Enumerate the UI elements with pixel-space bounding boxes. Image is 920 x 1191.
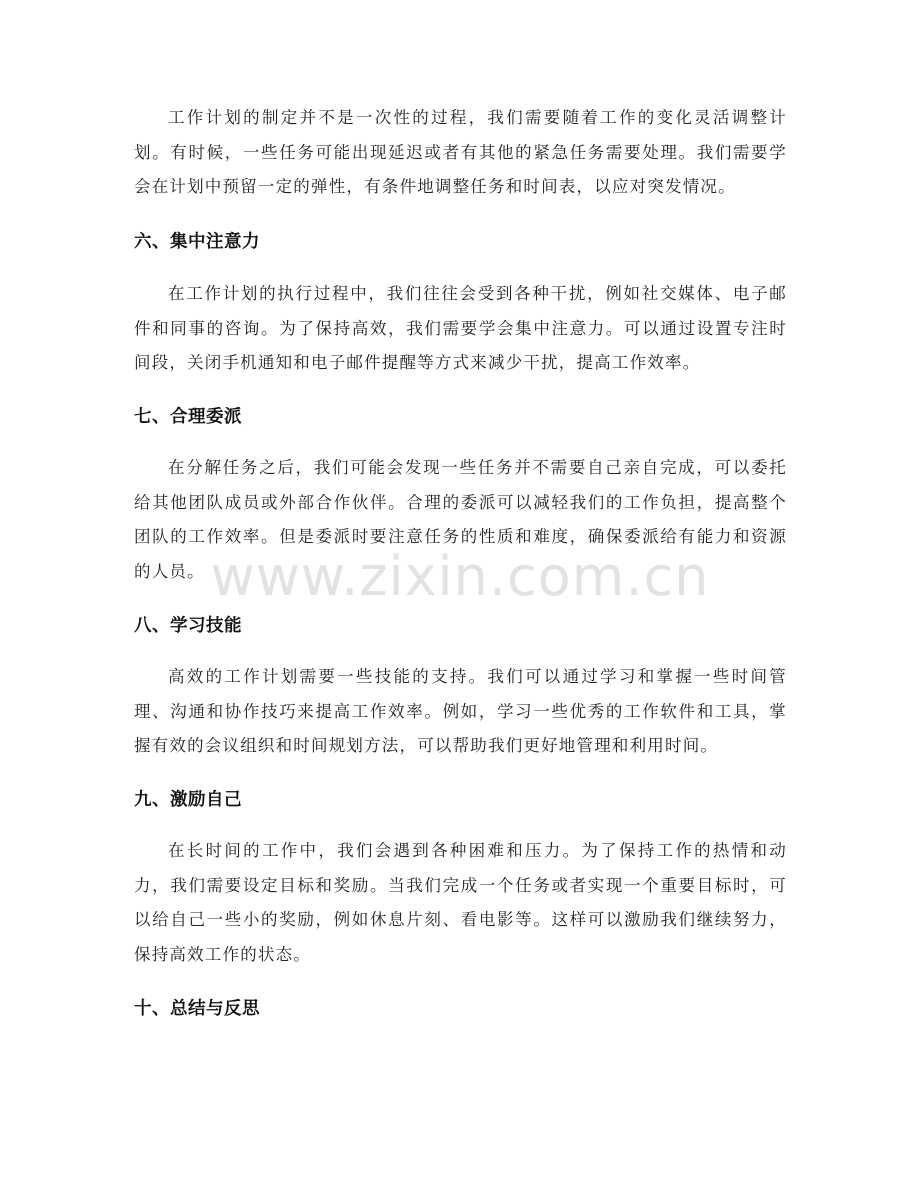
paragraph-plan-adjustment: 工作计划的制定并不是一次性的过程，我们需要随着工作的变化灵活调整计划。有时候，一些任务可能出现延迟或者有其他的紧急任务需要处理。我们需要学会在计划中预留一定的弹性，有条件地调整任务和时间表，以应对突发情况。: [134, 108, 787, 196]
paragraph-learning-skills: 高效的工作计划需要一些技能的支持。我们可以通过学习和掌握一些时间管理、沟通和协作技巧来提高工作效率。例如，学习一些优秀的工作软件和工具，掌握有效的会议组织和时间规划方法，可以帮助我们更好地管理和利用时间。: [134, 667, 787, 755]
heading-motivation: 九、激励自己: [134, 790, 242, 810]
heading-summary-reflection: 十、总结与反思: [134, 999, 260, 1019]
watermark-text: www.zixin.com.cn: [210, 545, 710, 608]
heading-delegation: 七、合理委派: [134, 407, 242, 427]
heading-learning-skills: 八、学习技能: [134, 616, 242, 636]
paragraph-motivation: 在长时间的工作中，我们会遇到各种困难和压力。为了保持工作的热情和动力，我们需要设定目标和奖励。当我们完成一个任务或者实现一个重要目标时，可以给自己一些小的奖励，例如休息片刻、看电影等。这样可以激励我们继续努力，保持高效工作的状态。: [134, 841, 787, 964]
paragraph-delegation: 在分解任务之后，我们可能会发现一些任务并不需要自己亲自完成，可以委托给其他团队成员或外部合作伙伴。合理的委派可以减轻我们的工作负担，提高整个团队的工作效率。但是委派时要注意任务的性质和难度，确保委派给有能力和资源的人员。: [134, 458, 787, 581]
paragraph-focus: 在工作计划的执行过程中，我们往往会受到各种干扰，例如社交媒体、电子邮件和同事的咨询。为了保持高效，我们需要学会集中注意力。可以通过设置专注时间段，关闭手机通知和电子邮件提醒等方式来减少干扰，提高工作效率。: [134, 284, 787, 372]
heading-focus: 六、集中注意力: [134, 232, 260, 252]
